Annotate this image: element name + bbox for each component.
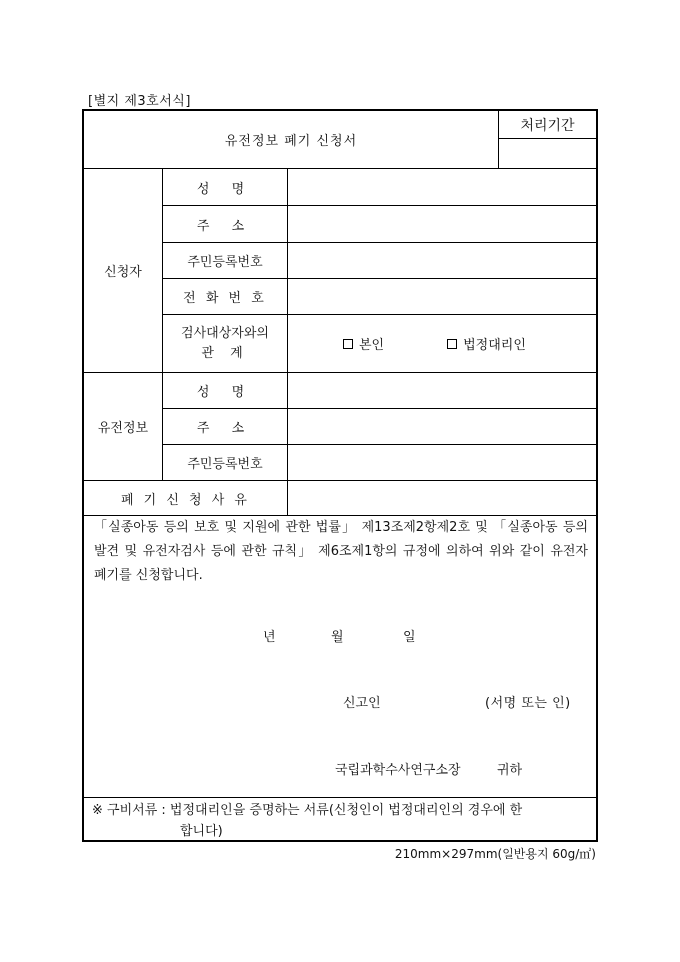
applicant-rrn-label: 주민등록번호 (187, 255, 263, 270)
genetic-address-field[interactable] (288, 409, 596, 444)
genetic-rrn-label: 주민등록번호 (187, 457, 263, 472)
addressee: 국립과학수사연구소장 (335, 763, 461, 778)
genetic-name-label: 성 명 (196, 385, 254, 400)
relation-label (163, 315, 287, 372)
note-line (84, 797, 598, 798)
form-reference: [별지 제3호서식] (88, 94, 191, 109)
processing-period-field[interactable] (499, 139, 596, 168)
paper-spec: 210mm×297mm(일반용지 60g/㎡) (394, 847, 596, 861)
applicant-name-label: 성 명 (196, 181, 254, 197)
relation-label-line2: 관 계 (201, 345, 249, 361)
applicant-phone-field[interactable] (288, 279, 596, 314)
checkbox-legal-rep[interactable] (447, 339, 457, 349)
attachment-note-line1: ※ 구비서류 : 법정대리인을 증명하는 서류(신청인이 법정대리인의 경우에 한 (92, 803, 523, 818)
genetic-info-section-label: 유전정보 (97, 421, 149, 436)
date-day: 일 (403, 630, 416, 645)
date-year: 년 (263, 630, 276, 645)
statement-text: 「실종아동 등의 보호 및 지원에 관한 법률」 제13조제2항제2호 및 「실종아동 등의 발견 및 유전자검사 등에 관한 규칙」 제6조제1항의 규정에 의하여 위와 같이 유전자 폐기를 신청합니다. (94, 520, 588, 583)
applicant-phone-label: 전 화 번 호 (183, 291, 267, 306)
applicant-name-field[interactable] (288, 169, 596, 205)
honorific: 귀하 (497, 763, 523, 778)
attachment-note (92, 800, 592, 842)
signer-label: 신고인 (343, 696, 381, 711)
checkbox-self[interactable] (343, 339, 353, 349)
reason-field[interactable] (288, 481, 596, 515)
relation-option-self[interactable] (343, 334, 384, 353)
applicant-rrn-field[interactable] (288, 243, 596, 278)
applicant-address-label: 주 소 (196, 218, 254, 234)
reason-label: 폐 기 신 청 사 유 (120, 492, 250, 508)
relation-option-legal-rep[interactable] (447, 334, 526, 353)
attachment-note-line2: 합니다) (180, 824, 223, 839)
form-title: 유전정보 폐기 신청서 (224, 134, 358, 149)
signature-note: (서명 또는 인) (485, 696, 571, 711)
genetic-rrn-field[interactable] (288, 445, 596, 480)
relation-label-line1: 검사대상자와의 (181, 325, 269, 341)
genetic-name-field[interactable] (288, 373, 596, 408)
relation-option-self-label: 본인 (359, 338, 385, 353)
processing-period-label: 처리기간 (520, 117, 575, 134)
applicant-section-label: 신청자 (104, 265, 142, 280)
date-month: 월 (331, 630, 344, 645)
relation-option-legal-rep-label: 법정대리인 (463, 338, 526, 353)
genetic-address-label: 주 소 (196, 421, 254, 436)
relation-options (288, 315, 596, 372)
statement-paragraph (94, 516, 588, 588)
applicant-address-field[interactable] (288, 206, 596, 242)
